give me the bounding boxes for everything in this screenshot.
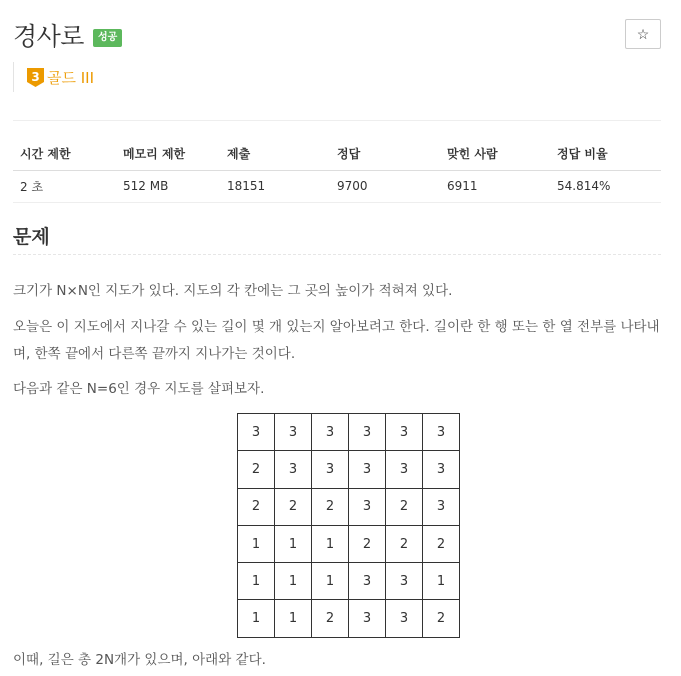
grid-cell: 2	[275, 488, 312, 525]
solved-users-value[interactable]: 6911	[440, 170, 550, 202]
grid-cell: 2	[238, 451, 275, 488]
grid-row	[238, 488, 460, 525]
time-limit-value: 2 초	[13, 170, 116, 202]
grid-cell: 1	[275, 600, 312, 637]
grid-cell: 3	[312, 451, 349, 488]
memory-limit-value: 512 MB	[116, 170, 220, 202]
grid-cell: 3	[349, 414, 386, 451]
grid-row	[238, 525, 460, 562]
problem-description-p2-line2: 며, 한쪽 끝에서 다른쪽 끝까지 지나가는 것이다.	[13, 346, 296, 362]
example-map-grid	[237, 413, 460, 638]
grid-row	[238, 600, 460, 637]
grid-cell: 3	[386, 563, 423, 600]
table-header-row	[13, 138, 661, 170]
grid-cell: 3	[238, 414, 275, 451]
grid-cell: 1	[312, 563, 349, 600]
grid-cell: 2	[423, 600, 460, 637]
grid-cell: 3	[349, 488, 386, 525]
header-memory-limit: 메모리 제한	[116, 138, 220, 170]
grid-cell: 2	[238, 488, 275, 525]
status-badge: 성공	[93, 29, 122, 47]
table-row	[13, 170, 661, 202]
section-title-problem: 문제	[13, 226, 50, 248]
accept-ratio-value: 54.814%	[550, 170, 661, 202]
grid-cell: 3	[349, 600, 386, 637]
grid-cell: 3	[349, 451, 386, 488]
tier-row	[13, 62, 94, 92]
section-divider	[13, 254, 661, 255]
grid-cell: 2	[312, 488, 349, 525]
grid-cell: 3	[423, 451, 460, 488]
problem-description-p2-line1: 오늘은 이 지도에서 지나갈 수 있는 길이 몇 개 있는지 알아보려고 한다. 길이란 한 행 또는 한 열 전부를 나타내	[13, 319, 660, 335]
grid-cell: 3	[423, 414, 460, 451]
star-icon: ☆	[636, 25, 650, 42]
grid-cell: 1	[312, 525, 349, 562]
problem-description-p3: 다음과 같은 N=6인 경우 지도를 살펴보자.	[13, 381, 265, 397]
title-row	[13, 18, 122, 52]
grid-cell: 3	[312, 414, 349, 451]
grid-cell: 1	[275, 563, 312, 600]
grid-cell: 1	[238, 563, 275, 600]
favorite-star-button[interactable]	[625, 19, 661, 49]
grid-cell: 1	[275, 525, 312, 562]
grid-row	[238, 563, 460, 600]
header-solved-users: 맞힌 사람	[440, 138, 550, 170]
submissions-value[interactable]: 18151	[220, 170, 330, 202]
problem-description-p4: 이때, 길은 총 2N개가 있으며, 아래와 같다.	[13, 652, 266, 668]
grid-cell: 3	[275, 451, 312, 488]
grid-cell: 3	[349, 563, 386, 600]
grid-cell: 2	[349, 525, 386, 562]
problem-info-table	[13, 138, 661, 203]
grid-cell: 3	[386, 600, 423, 637]
grid-cell: 3	[275, 414, 312, 451]
grid-row	[238, 451, 460, 488]
grid-cell: 3	[386, 414, 423, 451]
grid-cell: 2	[386, 525, 423, 562]
grid-row	[238, 414, 460, 451]
problem-title: 경사로	[13, 22, 84, 51]
grid-cell: 1	[238, 600, 275, 637]
accepted-value[interactable]: 9700	[330, 170, 440, 202]
tier-label[interactable]: 골드 III	[47, 68, 95, 87]
tier-number: 3	[31, 70, 40, 84]
tier-gold-icon	[27, 68, 44, 87]
grid-cell: 2	[386, 488, 423, 525]
grid-cell: 2	[423, 525, 460, 562]
header-time-limit: 시간 제한	[13, 138, 116, 170]
grid-cell: 1	[238, 525, 275, 562]
grid-cell: 1	[423, 563, 460, 600]
grid-cell: 3	[386, 451, 423, 488]
header-submissions: 제출	[220, 138, 330, 170]
header-accept-ratio: 정답 비율	[550, 138, 661, 170]
grid-cell: 2	[312, 600, 349, 637]
problem-description-p1: 크기가 N×N인 지도가 있다. 지도의 각 칸에는 그 곳의 높이가 적혀져 있다.	[13, 283, 453, 299]
header-accepted: 정답	[330, 138, 440, 170]
grid-cell: 3	[423, 488, 460, 525]
divider	[13, 120, 661, 121]
